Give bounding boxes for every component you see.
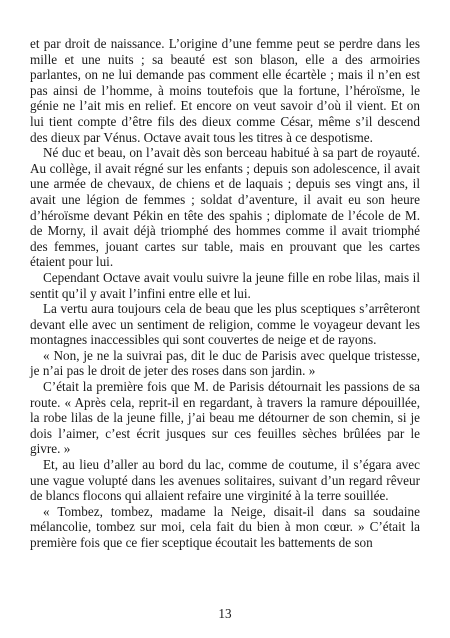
paragraph-1: et par droit de naissance. L’origine d’une femme peut se perdre dans les mille et une nuits ; sa beauté est son blason, elle a des armoiries parlantes, on ne lui demande pas comment elle écartèle ; mais il n’en est pas ainsi de l’homme, à moins toutefois que la fortune, l’héroïsme, le génie ne l’ait mis en relief. Et encore on veut savoir d’où il vient. Et on lui tient compte d’être fils des dieux comme César, même s’il descend des dieux par Vénus. Octave avait tous les titres à ce despotisme. [30, 36, 420, 145]
paragraph-2: Né duc et beau, on l’avait dès son berceau habitué à sa part de royauté. Au collège, il avait régné sur les enfants ; depuis son adolescence, il avait une armée de chevaux, de chiens et de laquais ; depuis ses vingt ans, il avait une légion de femmes ; soldat d’aventure, il avait eu son heure d’héroïsme devant Pékin en tête des spahis ; diplomate de l’école de M. de Morny, il avait déjà triomphé des hommes comme il avait triomphé des femmes, jouant cartes sur table, mais en prouvant que les cartes étaient pour lui. [30, 145, 420, 270]
paragraph-7: Et, au lieu d’aller au bord du lac, comme de coutume, il s’égara avec une vague volupté dans les avenues solitaires, suivant d’un regard rêveur de blancs flocons qui allaient refaire une virginité à la terre souillée. [30, 457, 420, 504]
paragraph-3: Cependant Octave avait voulu suivre la jeune fille en robe lilas, mais il sentit qu’il y avait l’infini entre elle et lui. [30, 269, 420, 301]
paragraph-4: La vertu aura toujours cela de beau que les plus sceptiques s’arrêteront devant elle avec un sentiment de religion, comme le voyageur devant les montagnes inaccessibles qui sont couvertes de neige et de rayons. [30, 301, 420, 348]
page-number: 13 [218, 606, 232, 621]
paragraph-5: « Non, je ne la suivrai pas, dit le duc de Parisis avec quelque tristesse, je n’ai pas le droit de jeter des roses dans son jardin. » [30, 347, 420, 379]
paragraph-6: C’était la première fois que M. de Parisis détournait les passions de sa route. « Après cela, reprit-il en regardant, à travers la ramure dépouillée, la robe lilas de la jeune fille, j’ai beau me détourner de son chemin, si je dois l’aimer, c’est écrit jusques sur ces feuilles sèches brûlées par le givre. » [30, 379, 420, 457]
page-body [30, 36, 420, 551]
paragraph-8: « Tombez, tombez, madame la Neige, disait-il dans sa soudaine mélancolie, tombez sur moi, cela fait du bien à mon cœur. » C’était la première fois que ce fier sceptique écoutait les battements de son [30, 503, 420, 550]
